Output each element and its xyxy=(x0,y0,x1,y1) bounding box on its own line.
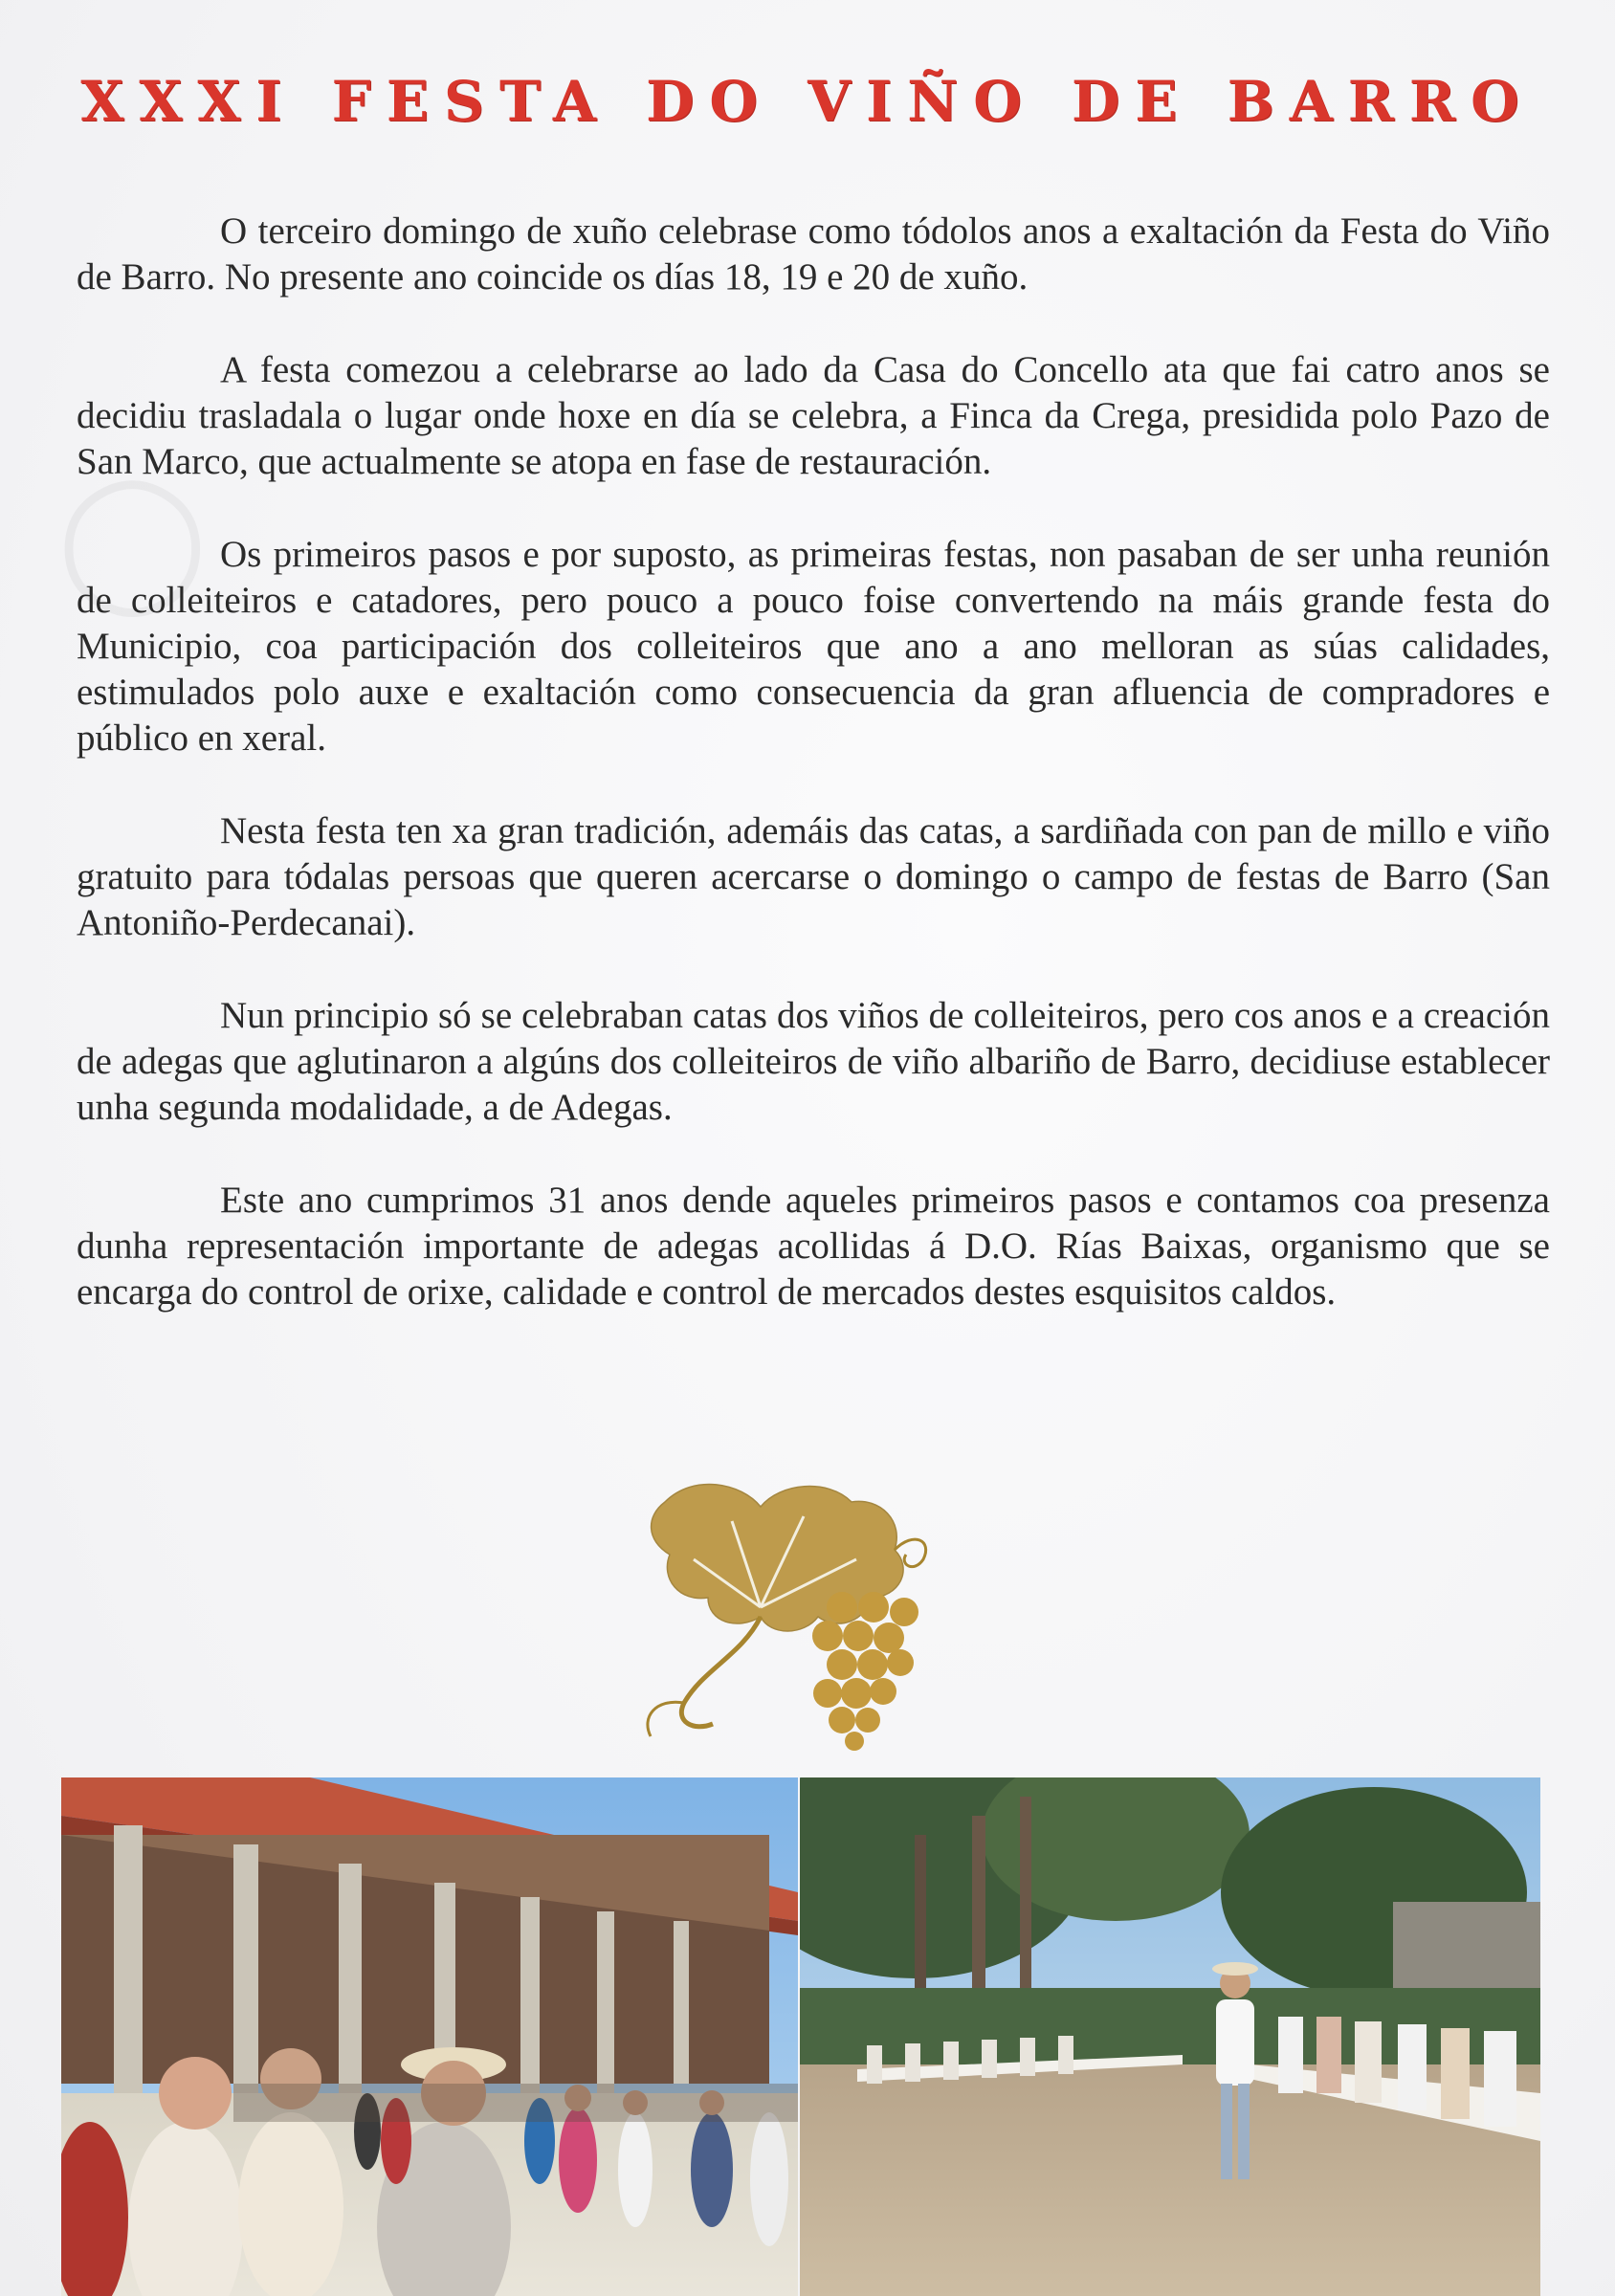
background-watermark: ◯ xyxy=(57,459,208,616)
grape-vine-emblem xyxy=(627,1464,942,1751)
paragraph-6: Este ano cumprimos 31 anos dende aqueles primeiros pasos e contamos coa presenza dunha representación importante de adegas acollidas á D.O. Rías Baixas, organismo que se encarga do control de orixe, calidade e control de mercados destes esquisitos caldos. xyxy=(77,1180,1550,1313)
paragraph-1: O terceiro domingo de xuño celebrase como tódolos anos a exaltación da Festa do Viño de Barro. No presente ano coincide os días 18, 19 e 20 de xuño. xyxy=(77,210,1550,298)
page-title: XXXI FESTA DO VIÑO DE BARRO xyxy=(80,69,1535,134)
article-body xyxy=(77,209,1550,1362)
paragraph-2: A festa comezou a celebrarse ao lado da Casa do Concello ata que fai catro anos se decidiu trasladala o lugar onde hoxe en día se celebra, a Finca da Crega, presidida polo Pazo de San Marco, que actualmente se atopa en fase de restauración. xyxy=(77,349,1550,482)
paragraph-5: Nun principio só se celebraban catas dos viños de colleiteiros, pero cos anos e a creación de adegas que aglutinaron a algúns dos colleiteiros de viño albariño de Barro, decidiuse establecer unha segunda modalidade, a de Adegas. xyxy=(77,995,1550,1128)
paragraph-3: Os primeiros pasos e por suposto, as primeiras festas, non pasaban de ser unha reunión de colleiteiros e catadores, pero pouco a pouco foise convertendo na máis grande festa do Municipio, coa participación dos colleiteiros que ano a ano melloran as súas calidades, estimulados polo auxe e exaltación como consecuencia da gran afluencia de compradores e público en xeral. xyxy=(77,534,1550,759)
photo-outdoor-tables xyxy=(800,1777,1540,2296)
paragraph-4: Nesta festa ten xa gran tradición, ademáis das catas, a sardiñada con pan de millo e viño gratuito para tódalas persoas que queren acercarse o domingo o campo de festas de Barro (San Antoniño-Perdecanai). xyxy=(77,810,1550,943)
photo-portico-crowd xyxy=(61,1777,798,2296)
